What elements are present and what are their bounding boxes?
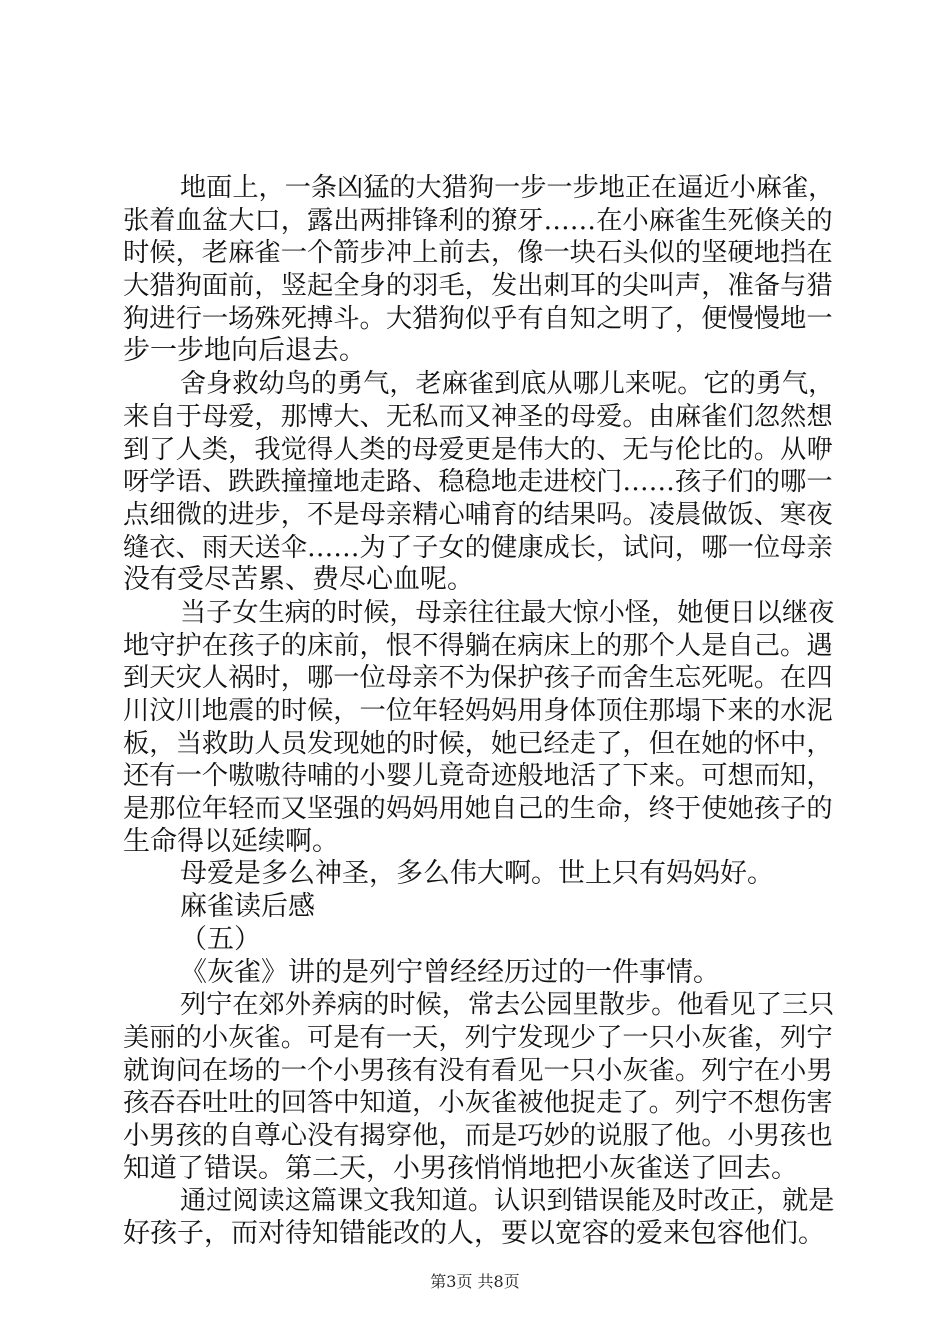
text-line: 大猎狗面前，竖起全身的羽毛，发出刺耳的尖叫声，准备与猎 <box>123 271 833 302</box>
text-line: 地面上，一条凶猛的大猎狗一步一步地正在逼近小麻雀， <box>180 173 835 203</box>
text-line: 母爱是多么神圣，多么伟大啊。世上只有妈妈好。 <box>180 858 774 890</box>
heading-text: 麻雀读后感 <box>180 891 315 923</box>
text-line: 地守护在孩子的床前，恨不得躺在病床上的那个人是自己。遇 <box>123 630 833 661</box>
text-line: 生命得以延续啊。 <box>123 825 339 857</box>
text-line: 张着血盆大口，露出两排锋利的獠牙……在小麻雀生死倏关的 <box>123 205 833 236</box>
text-line: 呀学语、跌跌撞撞地走路、稳稳地走进校门……孩子们的哪一 <box>123 467 833 498</box>
text-line: 步一步地向后退去。 <box>123 335 366 367</box>
text-line: 缝衣、雨天送伞……为了子女的健康成长，试问，哪一位母亲 <box>123 532 833 563</box>
section-number <box>123 924 833 957</box>
text-line: 孩吞吞吐吐的回答中知道，小灰雀被他捉走了。列宁不想伤害 <box>123 1088 833 1119</box>
text-line: 舍身救幼鸟的勇气，老麻雀到底从哪儿来呢。它的勇气， <box>180 369 835 400</box>
text-line: 好孩子，而对待知错能改的人，要以宽容的爱来包容他们。 <box>123 1218 825 1249</box>
section-number-text: （五） <box>180 923 261 955</box>
paragraph-gray-sparrow-intro <box>123 957 833 990</box>
paragraph-courage <box>123 368 833 597</box>
text-line: 川汶川地震的时候，一位年轻妈妈用身体顶住那塌下来的水泥 <box>123 696 833 726</box>
text-line: 美丽的小灰雀。可是有一天，列宁发现少了一只小灰雀，列宁 <box>123 1022 833 1053</box>
text-line: 就询问在场的一个小男孩有没有看见一只小灰雀。列宁在小男 <box>123 1055 833 1086</box>
text-line: 没有受尽苦累、费尽心血呢。 <box>123 564 474 596</box>
text-line: 知道了错误。第二天，小男孩悄悄地把小灰雀送了回去。 <box>123 1152 798 1184</box>
text-line: 还有一个嗷嗷待哺的小婴儿竟奇迹般地活了下来。可想而知， <box>123 761 833 792</box>
text-line: 小男孩的自尊心没有揭穿他，而是巧妙的说服了他。小男孩也 <box>123 1120 833 1151</box>
paragraph-sparrow-scene <box>123 172 833 368</box>
paragraph-earthquake <box>123 597 833 859</box>
text-line: 到天灾人祸时，哪一位母亲不为保护孩子而舍生忘死呢。在四 <box>123 663 833 694</box>
text-line: 到了人类，我觉得人类的母爱更是伟大的、无与伦比的。从咿 <box>123 434 833 465</box>
text-line: 板，当救助人员发现她的时候，她已经走了，但在她的怀中， <box>123 728 833 759</box>
text-line: 列宁在郊外养病的时候，常去公园里散步。他看见了三只 <box>180 990 835 1021</box>
text-line: 时候，老麻雀一个箭步冲上前去，像一块石头似的坚硬地挡在 <box>123 238 833 269</box>
text-line: 是那位年轻而又坚强的妈妈用她自己的生命，终于使她孩子的 <box>123 794 833 825</box>
document-body <box>123 172 833 1251</box>
text-line: 当子女生病的时候，母亲往往最大惊小怪，她便日以继夜 <box>180 597 835 628</box>
section-heading <box>123 891 833 924</box>
text-line: 通过阅读这篇课文我知道。认识到错误能及时改正，就是 <box>180 1186 835 1217</box>
paragraph-lenin-story <box>123 989 833 1185</box>
text-line: 来自于母爱，那博大、无私而又神圣的母爱。由麻雀们忽然想 <box>123 401 833 432</box>
page-number: 第3页 共8页 <box>430 1272 520 1291</box>
text-line: 《灰雀》讲的是列宁曾经经历过的一件事情。 <box>180 956 720 988</box>
paragraph-conclusion <box>123 858 833 891</box>
text-line: 点细微的进步，不是母亲精心哺育的结果吗。凌晨做饭、寒夜 <box>123 499 833 530</box>
paragraph-lesson <box>123 1185 833 1250</box>
text-line: 狗进行一场殊死搏斗。大猎狗似乎有自知之明了，便慢慢地一 <box>123 303 833 334</box>
